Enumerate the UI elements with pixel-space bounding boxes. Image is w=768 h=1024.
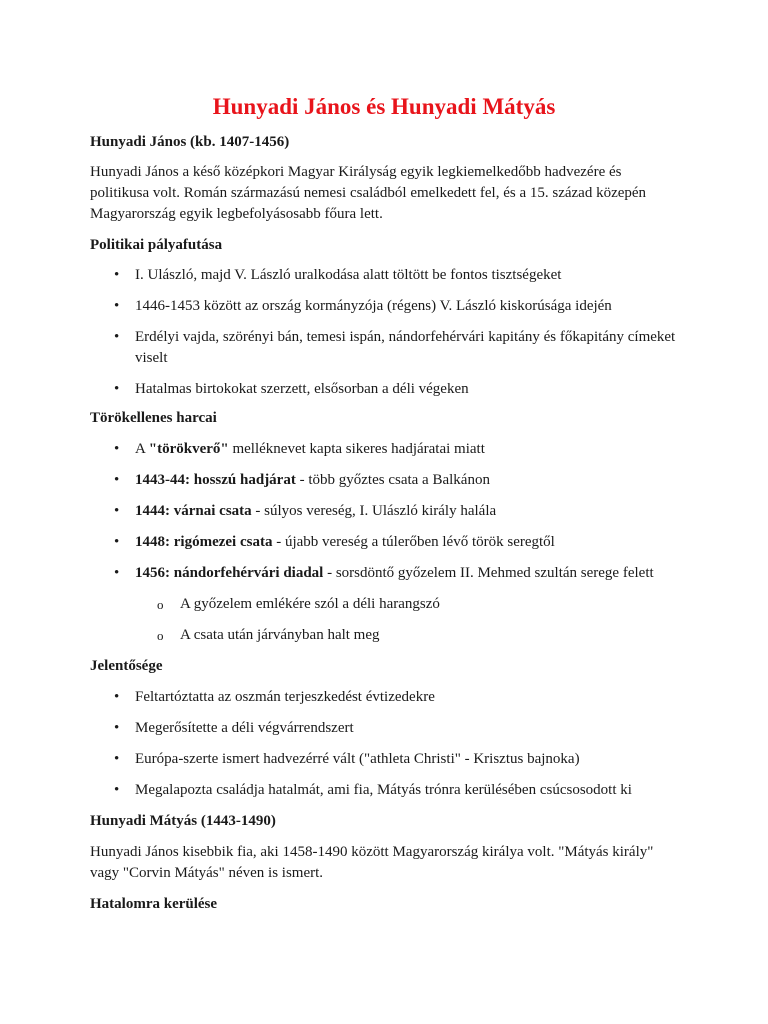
item-bold: 1444: várnai csata <box>135 503 252 519</box>
list-item <box>135 439 678 460</box>
significance-list <box>90 687 678 801</box>
item-bold: 1456: nándorfehérvári diadal <box>135 565 324 581</box>
item-prefix: A <box>135 441 149 457</box>
wars-heading: Törökellenes harcai <box>90 410 217 426</box>
item-bold: 1443-44: hosszú hadjárat <box>135 472 296 488</box>
list-item: • Hatalmas birtokokat szerzett, elsősorban a déli végeken <box>135 379 678 400</box>
janos-intro: Hunyadi János a késő középkori Magyar Királyság egyik legkiemelkedőbb hadvezére és politikusa volt. Román származású nemesi családból emelkedett fel, és a 15. század közepén Magyarország egyik legbefolyásosabb főura lett. <box>90 164 647 222</box>
matyas-intro: Hunyadi János kisebbik fia, aki 1458-1490 között Magyarország királya volt. "Mátyás király" vagy "Corvin Mátyás" néven is ismert. <box>90 844 654 881</box>
matyas-heading: Hunyadi Mátyás (1443-1490) <box>90 813 276 829</box>
list-item <box>135 470 678 491</box>
wars-sublist <box>135 594 678 646</box>
list-item: • Megerősítette a déli végvárrendszert <box>135 718 678 739</box>
item-bold: "törökverő" <box>148 441 229 457</box>
rise-heading: Hatalomra kerülése <box>90 896 218 912</box>
item-rest: melléknevet kapta sikeres hadjáratai miatt <box>228 441 485 457</box>
list-item: • Európa-szerte ismert hadvezérré vált ("athleta Christi" - Krisztus bajnoka) <box>135 749 678 770</box>
list-item <box>135 532 678 553</box>
politics-heading: Politikai pályafutása <box>90 237 223 253</box>
significance-heading: Jelentősége <box>90 658 163 674</box>
sub-list-item: o A csata után járványban halt meg <box>180 625 678 646</box>
politics-list <box>90 265 678 400</box>
item-bold: 1448: rigómezei csata <box>135 534 273 550</box>
sub-list-item: o A győzelem emlékére szól a déli harangszó <box>180 594 678 615</box>
item-rest: - sorsdöntő győzelem II. Mehmed szultán serege felett <box>323 565 654 581</box>
item-rest: - újabb vereség a túlerőben lévő török seregtől <box>272 534 555 550</box>
list-item: • Erdélyi vajda, szörényi bán, temesi ispán, nándorfehérvári kapitány és főkapitány címeket viselt <box>135 327 678 369</box>
item-rest: - több győztes csata a Balkánon <box>295 472 490 488</box>
list-item <box>135 501 678 522</box>
item-rest: - súlyos vereség, I. Ulászló király halála <box>251 503 497 519</box>
wars-list <box>90 439 678 646</box>
list-item <box>135 563 678 646</box>
janos-heading: Hunyadi János (kb. 1407-1456) <box>90 134 290 150</box>
list-item: • I. Ulászló, majd V. László uralkodása alatt töltött be fontos tisztségeket <box>135 265 678 286</box>
document-title: Hunyadi János és Hunyadi Mátyás <box>212 94 556 119</box>
list-item: • Megalapozta családja hatalmát, ami fia, Mátyás trónra kerülésében csúcsosodott ki <box>135 780 678 801</box>
list-item: • Feltartóztatta az oszmán terjeszkedést évtizedekre <box>135 687 678 708</box>
list-item: • 1446-1453 között az ország kormányzója (régens) V. László kiskorúsága idején <box>135 296 678 317</box>
